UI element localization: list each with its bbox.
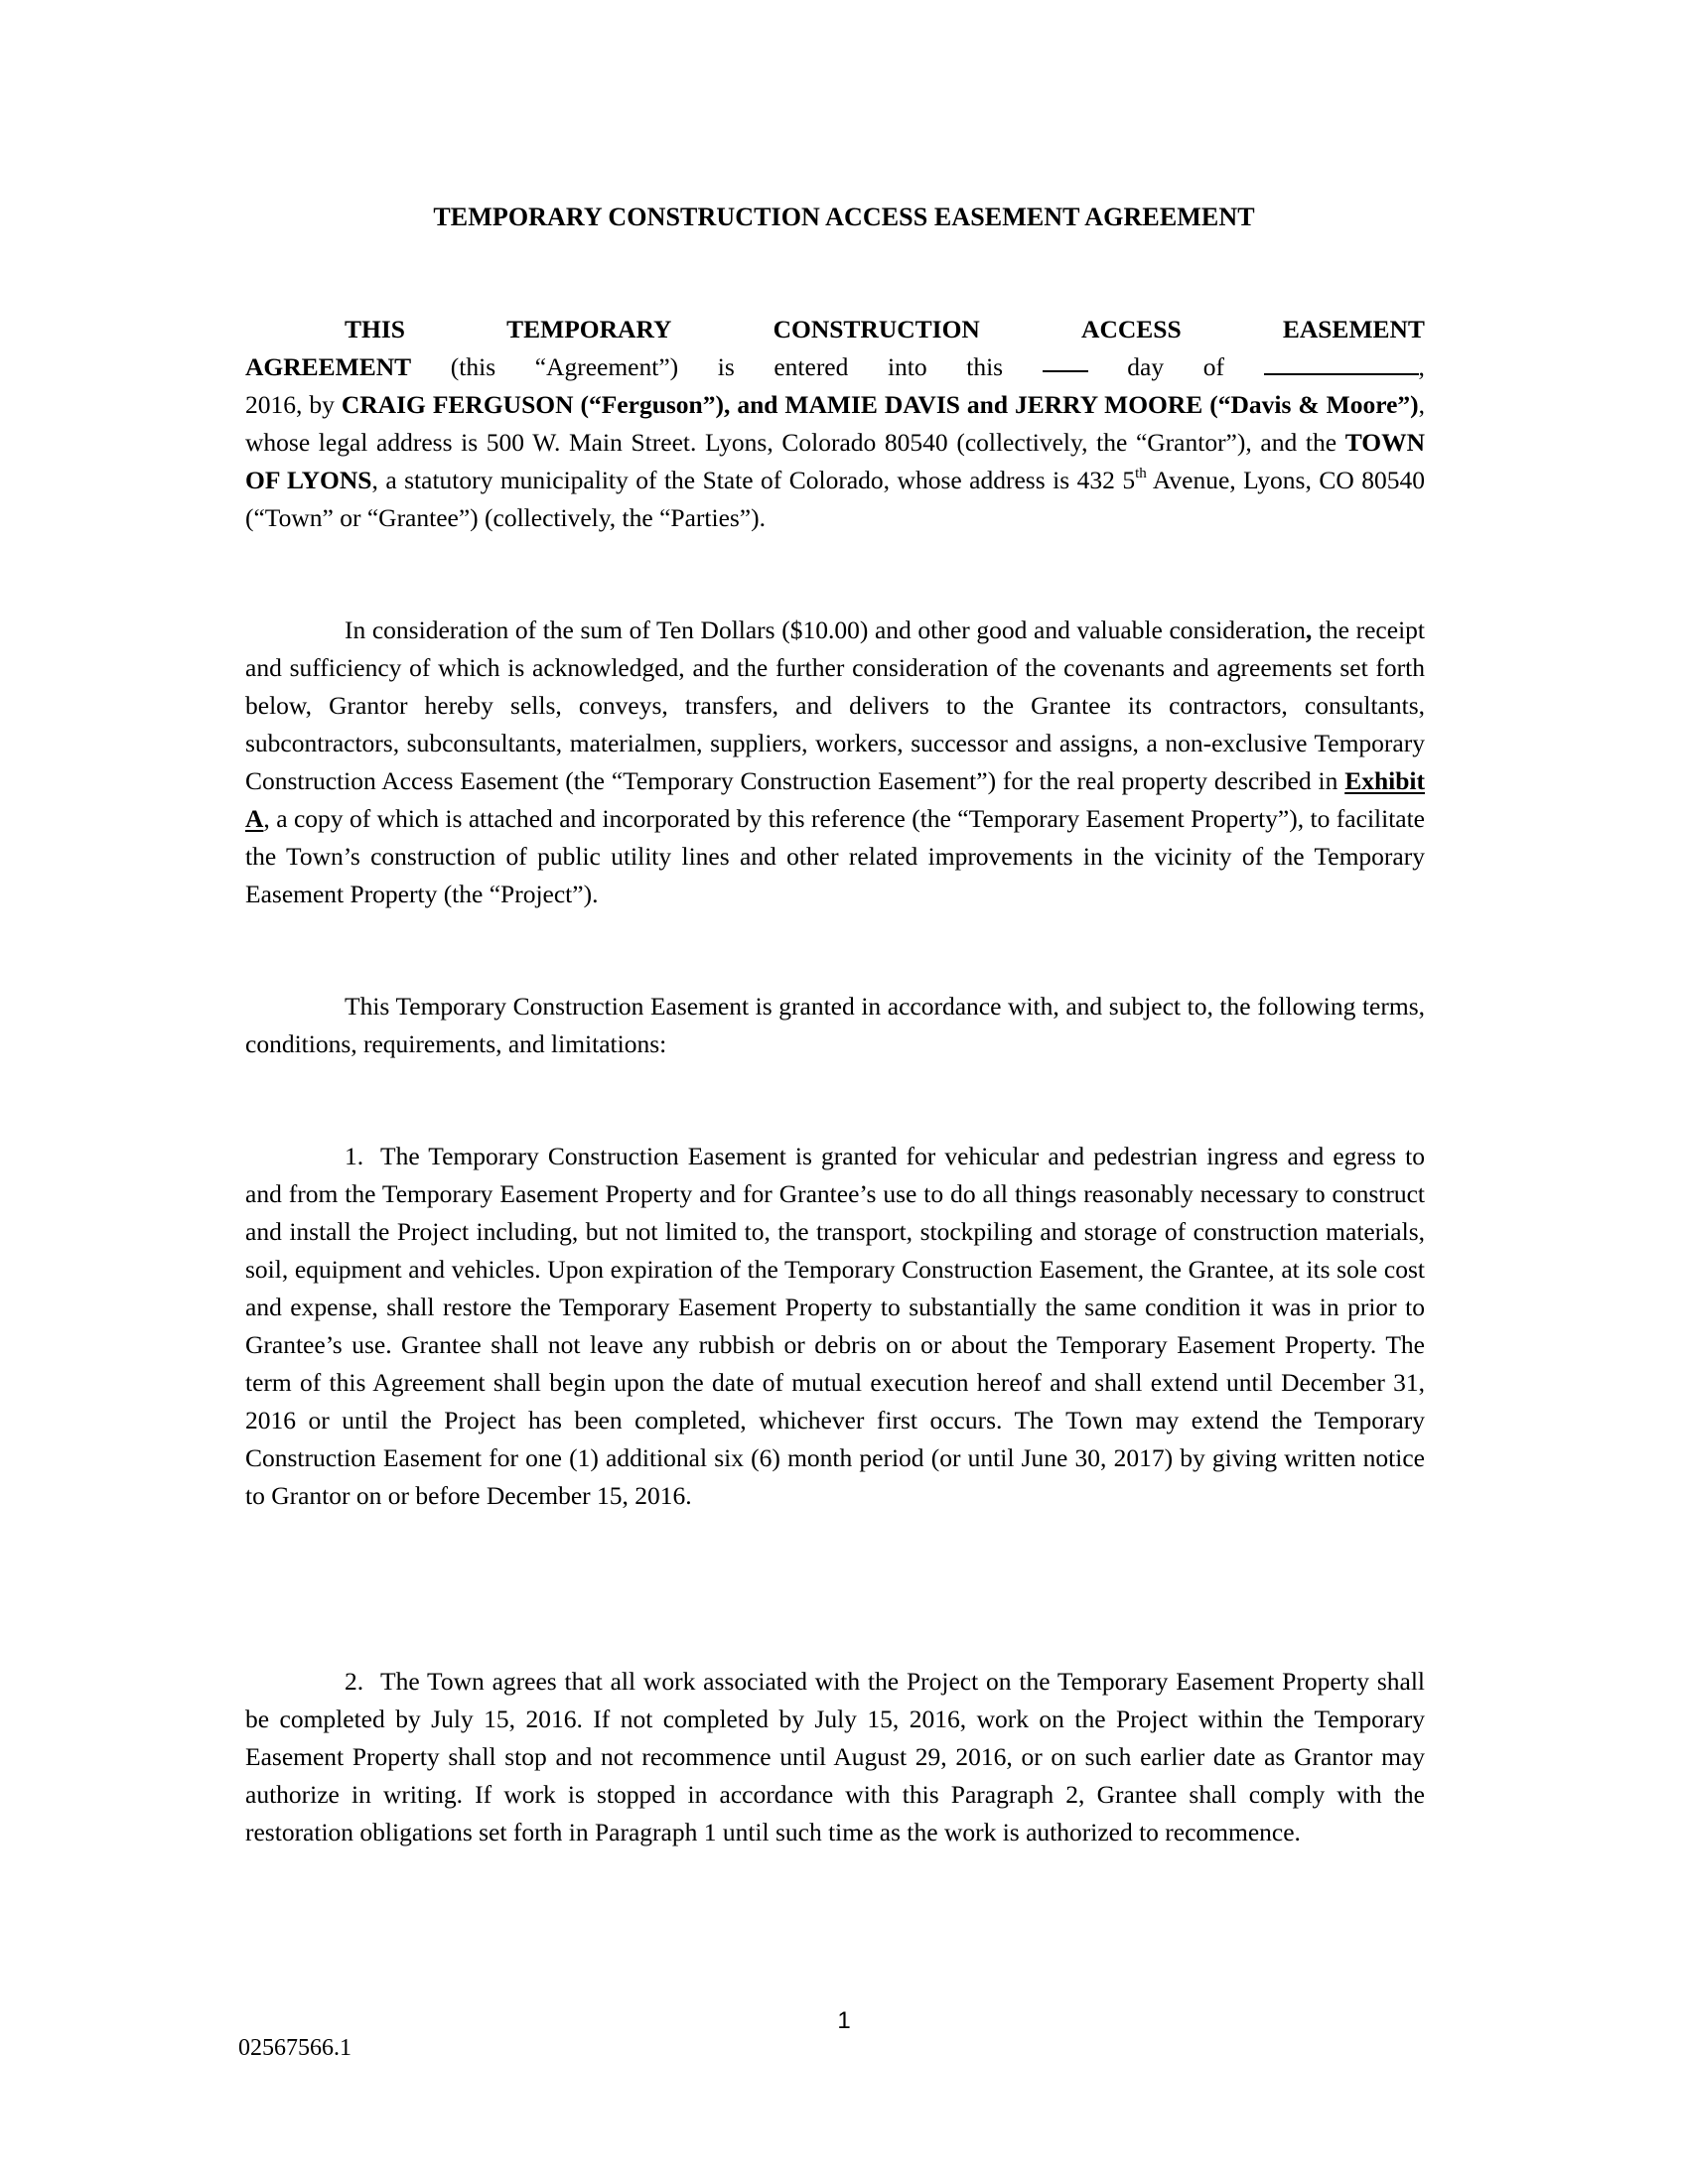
intro-line-2 <box>245 348 1425 386</box>
intro-lead-word: EASEMENT <box>1282 315 1425 343</box>
intro-lead-word: ACCESS <box>1081 315 1182 343</box>
intro-word: entered <box>774 352 849 381</box>
intro-lead-line <box>245 311 1425 348</box>
intro-word: “Agreement”) <box>534 352 679 381</box>
terms-intro-paragraph <box>245 988 1425 1063</box>
page-number: 1 <box>837 2007 851 2034</box>
intro-agreement-word: AGREEMENT <box>245 352 412 381</box>
intro-word: day <box>1127 352 1165 381</box>
item-paragraph <box>245 1663 1425 1851</box>
intro-lead-word: CONSTRUCTION <box>773 315 980 343</box>
item-number: 2. <box>345 1667 364 1696</box>
ordinal-superscript: th <box>1135 466 1147 481</box>
intro-word: is <box>717 352 735 381</box>
document-id: 02567566.1 <box>238 2035 352 2061</box>
item-number: 1. <box>345 1142 364 1170</box>
grantor-parties: CRAIG FERGUSON (“Ferguson”), and MAMIE DAVIS and JERRY MOORE (“Davis & Moore”) <box>341 390 1419 419</box>
intro-text: 2016, by <box>245 390 342 419</box>
day-blank-field[interactable] <box>1043 348 1088 372</box>
intro-text: , whose legal address is 500 W. Main Street. Lyons, Colorado 80540 (collectively, the “Grantor”), and the <box>245 390 1426 457</box>
intro-word: this <box>966 352 1004 381</box>
intro-lead-word: THIS <box>345 315 405 343</box>
bold-comma: , <box>1305 615 1313 644</box>
consideration-part: the receipt and sufficiency of which is acknowledged, and the further consideration of the covenants and agreements set forth below, Grantor hereby sells, conveys, transfers, and delivers to the Grantee its contractors, consultants, subcontractors, subconsultants, materialmen, suppliers, workers, successor and assigns, a non-exclusive Temporary Construction Access Easement (the “Temporary Construction Easement”) for the real property described in <box>245 615 1425 795</box>
item-paragraph <box>245 1138 1425 1515</box>
intro-word: of <box>1202 352 1224 381</box>
month-blank-field[interactable] <box>1264 351 1419 375</box>
consideration-paragraph <box>245 612 1425 913</box>
intro-text: , a statutory municipality of the State of Colorado, whose address is 432 5 <box>371 466 1136 494</box>
document-title: TEMPORARY CONSTRUCTION ACCESS EASEMENT AGREEMENT <box>433 203 1255 231</box>
intro-text: Avenue, Lyons, CO 80540 (“Town” or “Grantee”) (collectively, the “Parties”). <box>245 466 1425 532</box>
intro-word: into <box>887 352 927 381</box>
grantee-party: TOWN OF LYONS <box>245 428 1425 494</box>
intro-body <box>245 386 1425 537</box>
intro-lead-word: TEMPORARY <box>506 315 672 343</box>
intro-comma: , <box>1418 352 1425 381</box>
intro-word: (this <box>450 352 496 381</box>
consideration-text <box>245 612 1425 913</box>
item-text: The Town agrees that all work associated with the Project on the Temporary Easement Property shall be completed by July 15, 2016. If not completed by July 15, 2016, work on the Project within the Temporary Easement Property shall stop and not recommence until August 29, 2016, or on such earlier date as Grantor may authorize in writing. If work is stopped in accordance with this Paragraph 2, Grantee shall comply with the restoration obligations set forth in Paragraph 1 until such time as the work is authorized to recommence. <box>245 1667 1425 1846</box>
numbered-item-2 <box>245 1663 1425 1851</box>
numbered-item-1 <box>245 1138 1425 1515</box>
exhibit-a-reference[interactable]: Exhibit A <box>245 766 1425 833</box>
consideration-part: , a copy of which is attached and incorporated by this reference (the “Temporary Easement Property”), to facilitate the Town’s construction of public utility lines and other related improvements in the vicinity of the Temporary Easement Property (the “Project”). <box>245 804 1425 908</box>
terms-intro-text: This Temporary Construction Easement is granted in accordance with, and subject to, the following terms, conditions, requirements, and limitations: <box>245 992 1425 1058</box>
intro-paragraph <box>245 311 1425 537</box>
month-blank-wrap <box>1264 348 1425 386</box>
item-text: The Temporary Construction Easement is granted for vehicular and pedestrian ingress and egress to and from the Temporary Easement Property and for Grantee’s use to do all things reasonably necessary to construct and install the Project including, but not limited to, the transport, stockpiling and storage of construction materials, soil, equipment and vehicles. Upon expiration of the Temporary Construction Easement, the Grantee, at its sole cost and expense, shall restore the Temporary Easement Property to substantially the same condition it was in prior to Grantee’s use. Grantee shall not leave any rubbish or debris on or about the Temporary Easement Property. The term of this Agreement shall begin upon the date of mutual execution hereof and shall extend until December 31, 2016 or until the Project has been completed, whichever first occurs. The Town may extend the Temporary Construction Easement for one (1) additional six (6) month period (or until June 30, 2017) by giving written notice to Grantor on or before December 15, 2016. <box>245 1142 1425 1510</box>
consideration-part: In consideration of the sum of Ten Dollars ($10.00) and other good and valuable consideration <box>345 615 1306 644</box>
